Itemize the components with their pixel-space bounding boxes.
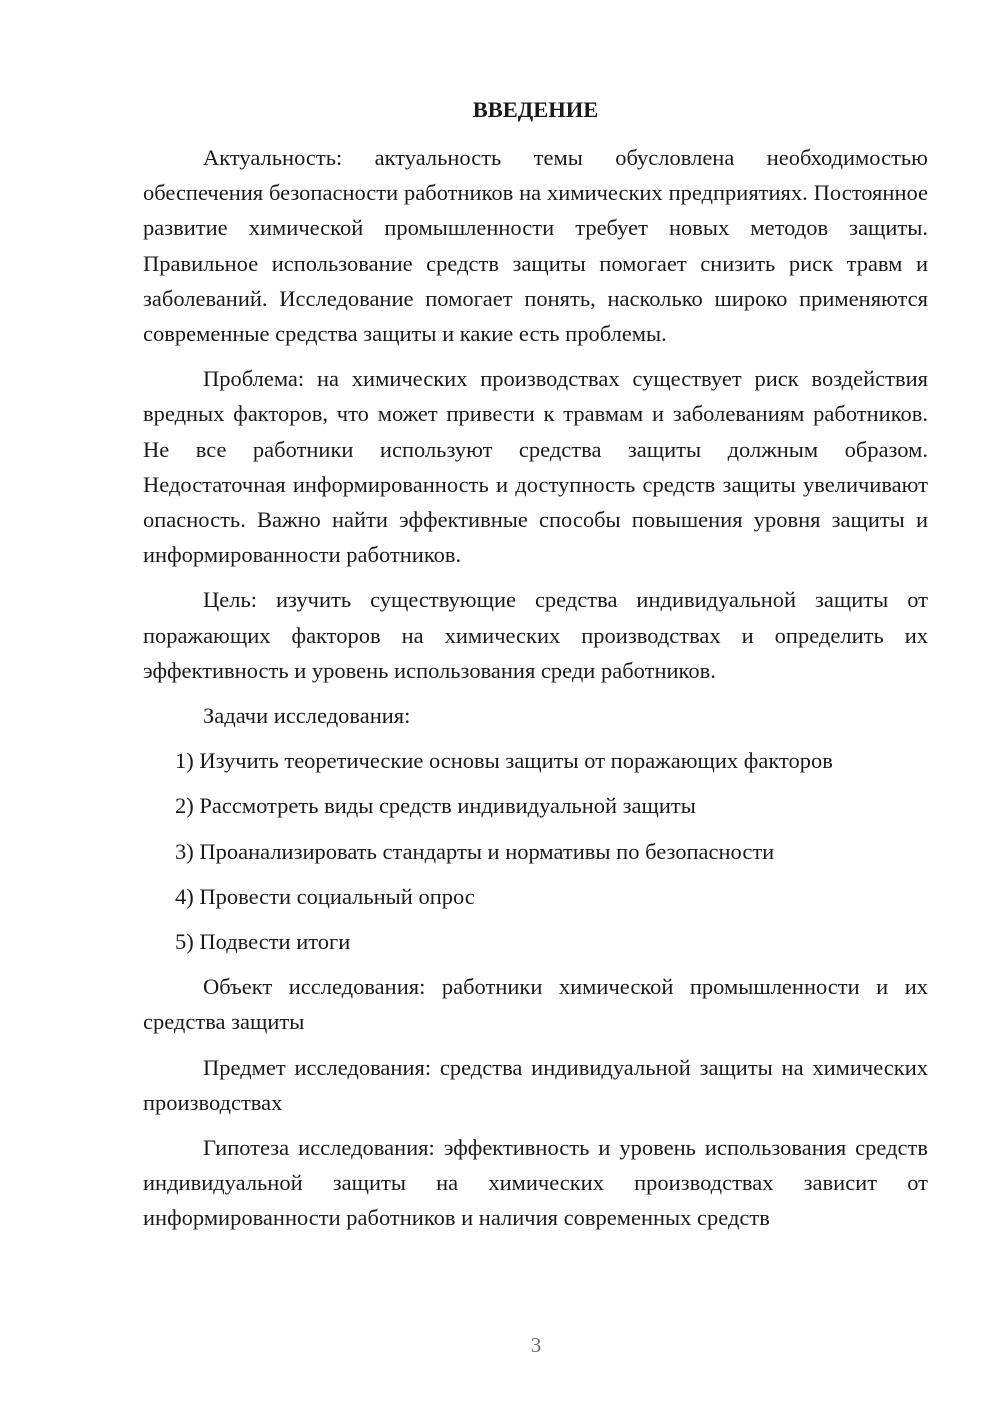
paragraph-hypothesis: Гипотеза исследования: эффективность и уровень использования средств индивидуальной защиты на химических производствах зависит от информированности работников и наличия современных средств	[143, 1135, 928, 1231]
page-heading: ВВЕДЕНИЕ	[472, 97, 599, 122]
paragraph-relevance: Актуальность: актуальность темы обусловлена необходимостью обеспечения безопасности работников на химических предприятиях. Постоянное развитие химической промышленности требует новых методов защиты. Правильное использование средств защиты помогает снизить риск травм и заболеваний. Исследование помогает понять, насколько широко применяются современные средства защиты и какие есть проблемы.	[143, 145, 928, 347]
paragraph-object: Объект исследования: работники химической промышленности и их средства защиты	[143, 974, 928, 1035]
paragraph-subject: Предмет исследования: средства индивидуальной защиты на химических производствах	[143, 1054, 928, 1115]
list-item: 1) Изучить теоретические основы защиты от поражающих факторов	[175, 748, 833, 774]
list-item: 5) Подвести итоги	[175, 929, 351, 955]
list-item: 2) Рассмотреть виды средств индивидуальной защиты	[175, 793, 696, 819]
page-number: 3	[530, 1333, 542, 1357]
paragraph-problem: Проблема: на химических производствах существует риск воздействия вредных факторов, что может привести к травмам и заболеваниям работников. Не все работники используют средства защиты должным образом. Недостаточная информированность и доступность средств защиты увеличивают опасность. Важно найти эффективные способы повышения уровня защиты и информированности работников.	[143, 366, 928, 568]
tasks-list	[143, 743, 928, 959]
list-item: 4) Провести социальный опрос	[175, 883, 475, 909]
paragraph-goal: Цель: изучить существующие средства индивидуальной защиты от поражающих факторов на химических производствах и определить их эффективность и уровень использования среди работников.	[143, 587, 928, 683]
list-item: 3) Проанализировать стандарты и нормативы по безопасности	[175, 838, 775, 864]
paragraph-tasks-intro: Задачи исследования:	[203, 703, 411, 729]
page-content	[143, 92, 928, 1246]
